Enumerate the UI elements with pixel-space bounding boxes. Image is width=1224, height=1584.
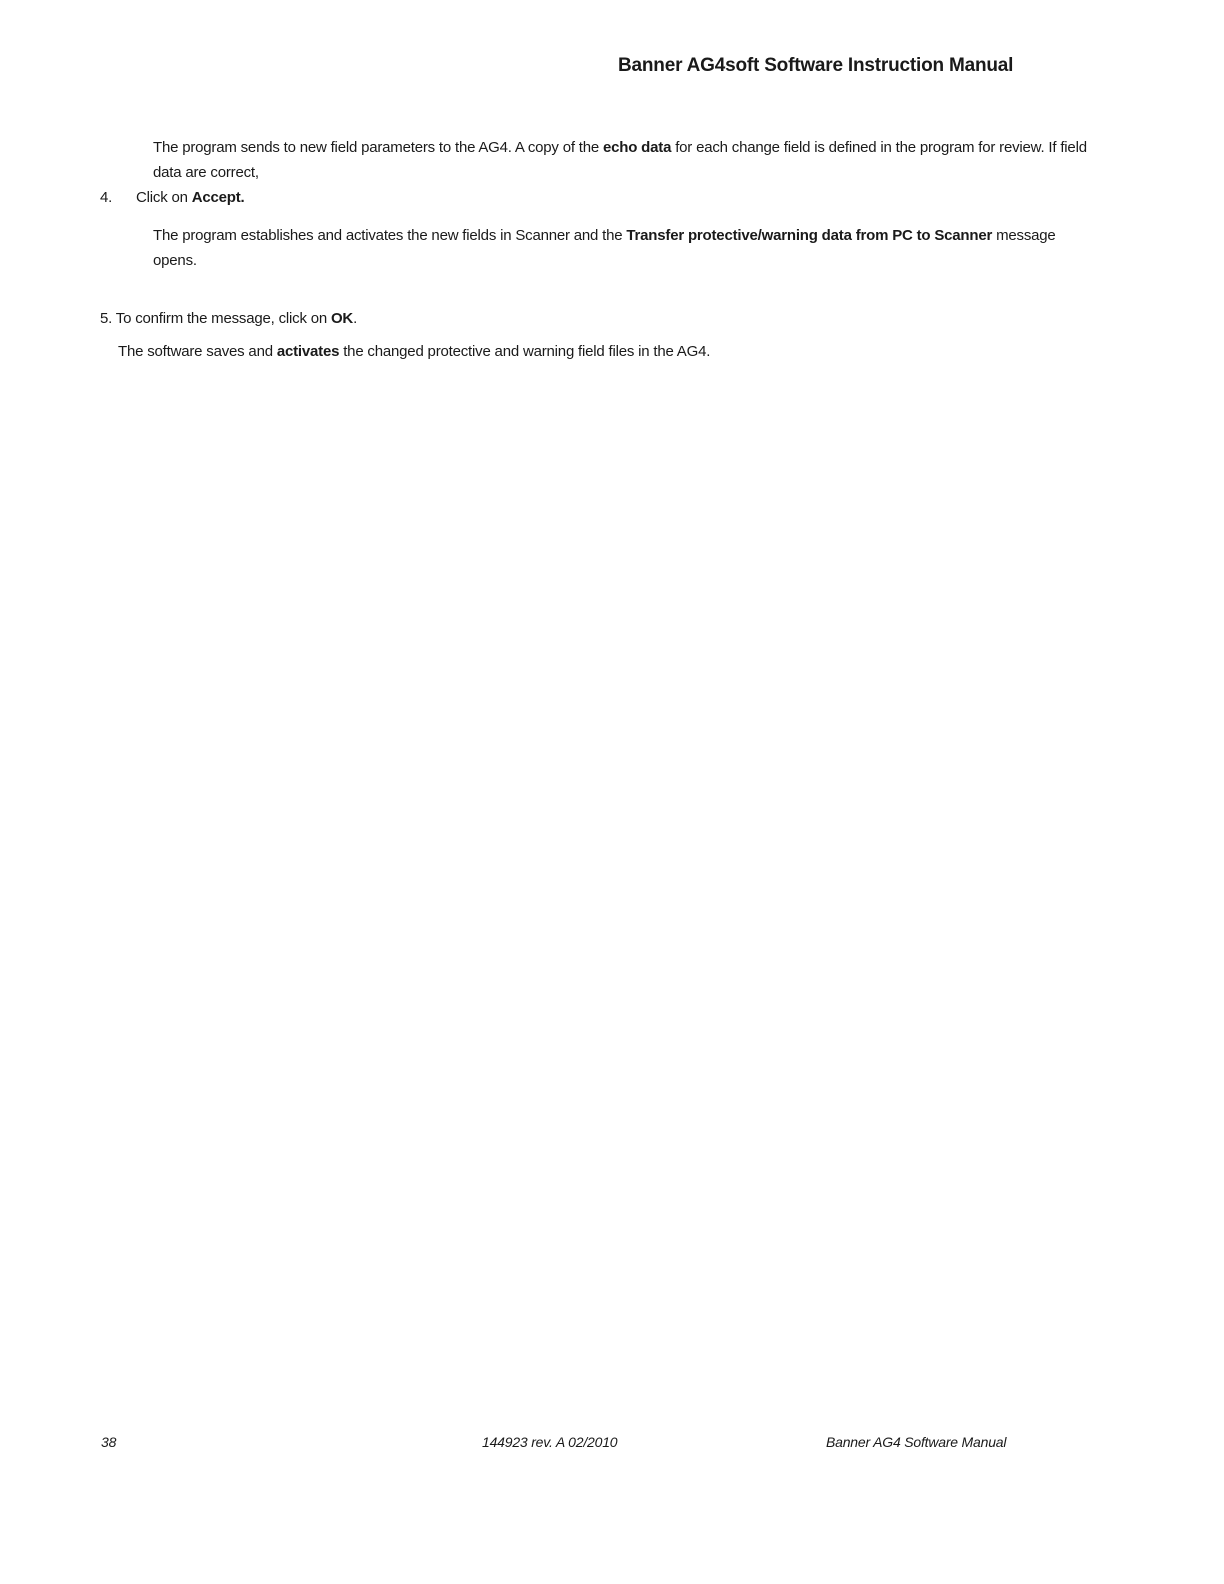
step-number: 4. (100, 189, 113, 206)
bold-text: echo data (603, 139, 672, 156)
step-text: Click on (136, 189, 192, 206)
footer-page-number: 38 (101, 1434, 117, 1450)
paragraph-saves-activates (118, 339, 710, 364)
text: The program sends to new field parameters to the AG4. A copy of the (153, 139, 603, 156)
bold-text: Accept. (191, 189, 245, 206)
text: The program establishes and activates the new fields in Scanner and the (153, 227, 627, 244)
page-header-title: Banner AG4soft Software Instruction Manual (618, 55, 1014, 76)
text: . (353, 310, 358, 327)
footer-revision: 144923 rev. A 02/2010 (482, 1434, 618, 1450)
paragraph-establishes-fields (153, 223, 1093, 273)
text: for each change field is defined in the program for review. If field data are correct, (153, 139, 1087, 181)
text: the changed protective and warning field files in the AG4. (339, 343, 711, 360)
step-5 (100, 306, 357, 331)
bold-text: Transfer protective/warning data from PC to Scanner (626, 227, 993, 244)
text: The software saves and (118, 343, 277, 360)
paragraph-field-parameters (153, 135, 1113, 185)
step-4 (100, 185, 245, 210)
step-text: 5. To confirm the message, click on (100, 310, 331, 327)
footer-manual-name: Banner AG4 Software Manual (826, 1434, 1007, 1450)
bold-text: activates (276, 343, 340, 360)
text: message opens. (153, 227, 1056, 269)
bold-text: OK (330, 310, 354, 327)
